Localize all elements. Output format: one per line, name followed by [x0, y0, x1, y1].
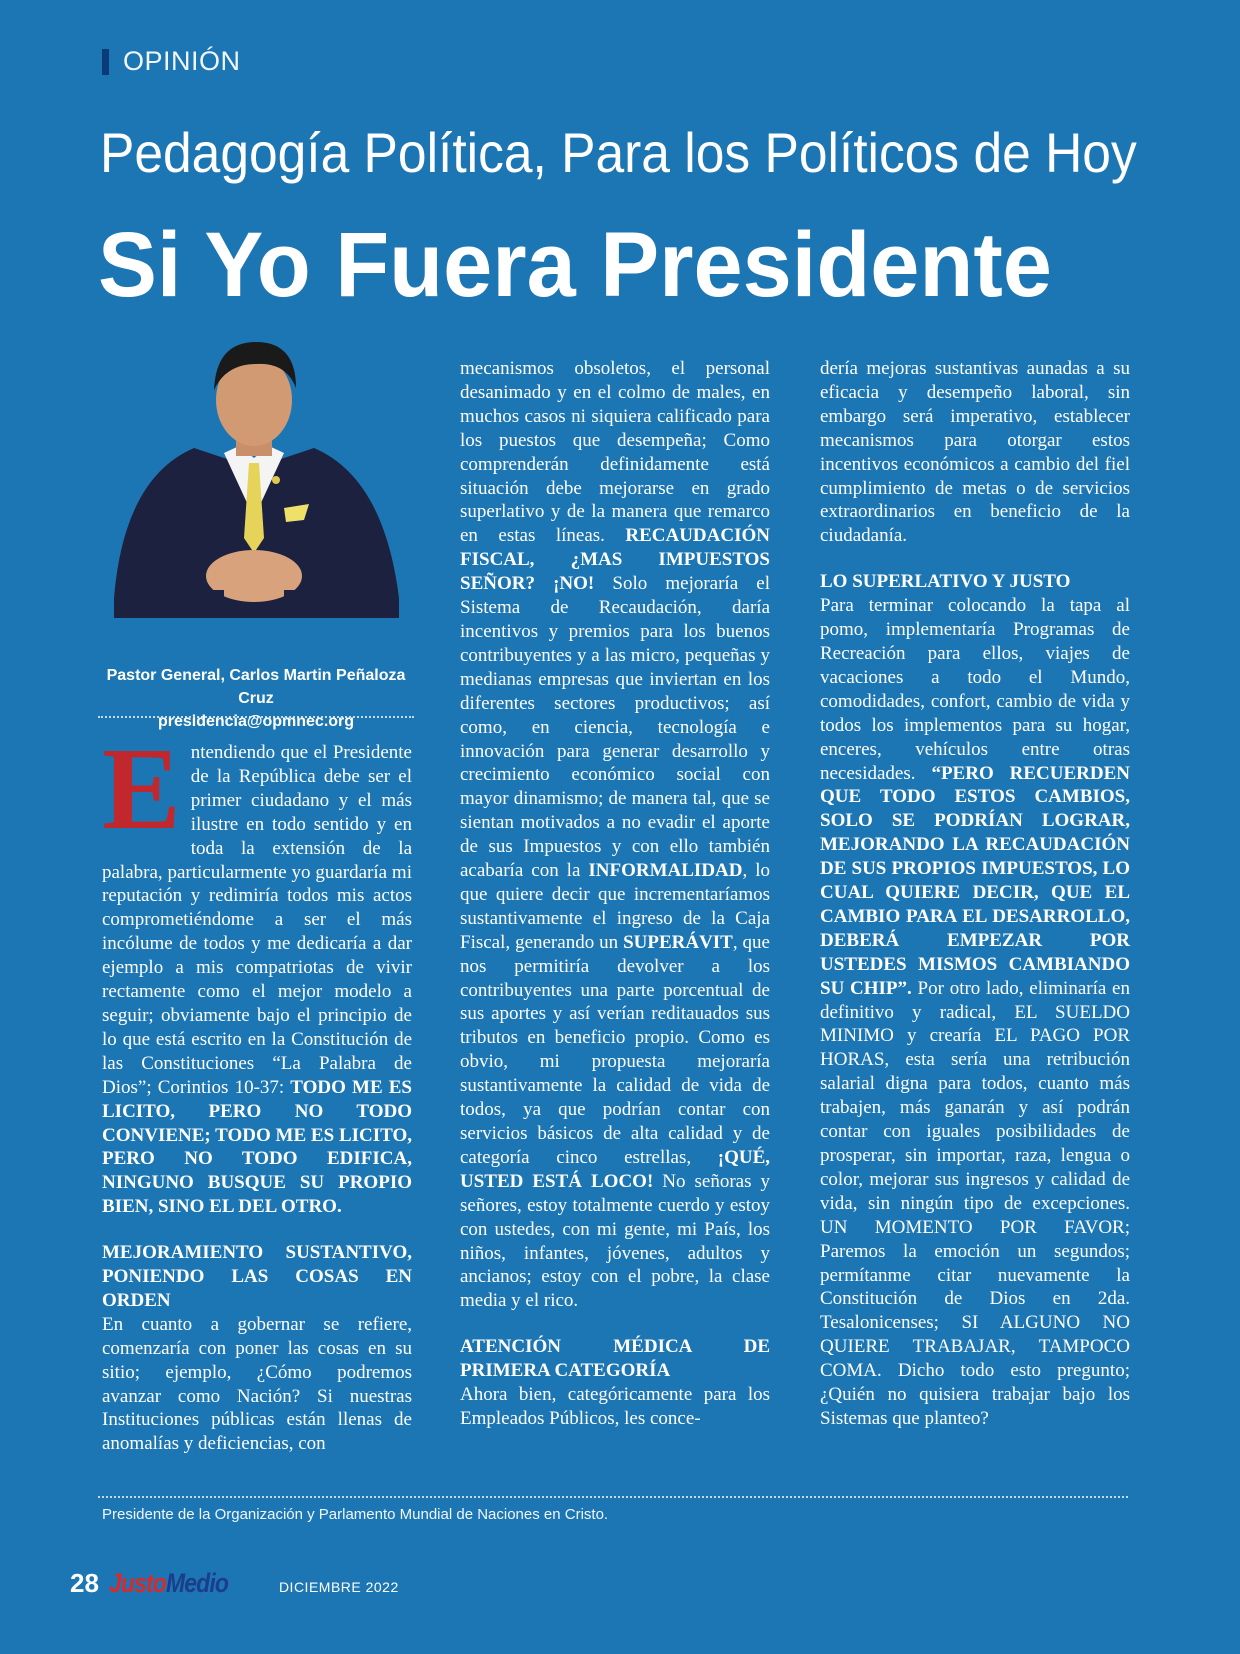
article-column-2 — [460, 357, 770, 1431]
emphasis-informalidad: INFORMALIDAD — [588, 860, 743, 882]
text-run: mecanismos obsoletos, el personal desanimado y en el colmo de males, en muchos casos ni siquiera calificado para los puestos que desempeña; Como comprenderán definidamente está situación debe mejorarse en grado superlativo y de la manera que remarco en estas líneas. — [460, 358, 770, 547]
footnote-divider — [98, 1496, 1128, 1498]
author-email: presidencia@opmnec.org — [157, 713, 355, 730]
paragraph-gobernar: En cuanto a gobernar se refiere, comenzaría con poner las cosas en su sitio; ejemplo, ¿Cómo podremos avanzar como Nación? Si nuestras Instituciones públicas están llenas de anomalías y deficiencias, con — [102, 1313, 412, 1455]
logo-part-justo: Justo — [108, 1568, 166, 1598]
issue-date: DICIEMBRE 2022 — [278, 1579, 399, 1595]
subhead-atencion-medica: ATENCIÓN MÉDICA DE PRIMERA CATEGORÍA — [460, 1336, 770, 1382]
article-column-3 — [820, 357, 1130, 1431]
section-tag — [102, 46, 241, 77]
paragraph-empleados: Ahora bien, categóricamente para los Empleados Públicos, les conce- — [460, 1384, 770, 1429]
inline-head-recaudacion: RECAUDACIÓN FISCAL, ¿MAS IMPUESTOS SEÑOR? ¡NO! — [460, 525, 770, 595]
text-run: , que nos permitiría devolver a los contribuyentes una parte porcentual de sus aportes y así verían reditauados sus tributos en beneficio propio. Como es obvio, mi propuesta mejoraría sustantivamente la calidad de vida de todos, ya que podrían contar con servicios básicos de alta calidad y de categoría cinco estrellas, — [460, 931, 770, 1168]
subhead-superlativo: LO SUPERLATIVO Y JUSTO — [820, 571, 1071, 593]
subhead-mejoramiento: MEJORAMIENTO SUSTANTIVO, PONIENDO LAS COSAS EN ORDEN — [102, 1242, 412, 1311]
article-column-1 — [102, 723, 412, 1456]
intro-paragraph — [102, 723, 412, 1219]
caption-divider — [98, 716, 414, 718]
text-run: Para terminar colocando la tapa al pomo, implementaría Programas de Recreación para ellos, viajes de vacaciones a todo el Mundo, comodidades, confort, cambio de vida y todos los implementos para su hogar, enceres, vehículos entre otras necesidades. — [820, 595, 1130, 784]
logo-part-medio: Medio — [165, 1568, 228, 1598]
page-footer — [70, 1568, 399, 1599]
paragraph-recaudacion — [460, 357, 770, 1313]
page-number: 28 — [70, 1568, 99, 1598]
article-kicker: Pedagogía Política, Para los Políticos de Hoy — [100, 121, 1137, 184]
author-photo — [104, 328, 404, 648]
article-headline: Si Yo Fuera Presidente — [98, 214, 1052, 316]
text-run: Solo mejoraría el Sistema de Recaudación, daría incentivos y premios para los buenos contribuyentes y a las micro, pequeñas y medianas empresas que inviertan en los diferentes sectores productivos; así como, en ciencia, tecnología e innovación para generar desarrollo y crecimiento económico social con mayor dinamismo; de manera tal, que se sientan motivados a no evadir el aporte de sus Impuestos y con ello también acabaría con la — [460, 573, 770, 882]
magazine-logo — [109, 1568, 228, 1599]
section-marker-bar — [102, 49, 109, 75]
intro-text: ntendiendo que el Presidente de la República debe ser el primer ciudadano y el más ilustre en todo sentido y en toda la extensión de la palabra, particularmente yo guardaría mi reputación y redimiría todos mis actos comprometiéndome a ser el más incólume de todos y me dedicaría a dar ejemplo a mis compatriotas de vivir rectamente como el mejor modelo a seguir; obviamente bajo el principio de lo que está escrito en la Constitución de las Constituciones “La Palabra de Dios”; Corintios 10-37: — [102, 742, 412, 1098]
author-name: Pastor General, Carlos Martin Peñaloza Cruz — [106, 667, 406, 707]
drop-cap: E — [102, 723, 181, 854]
author-footnote: Presidente de la Organización y Parlamento Mundial de Naciones en Cristo. — [102, 1506, 609, 1523]
emphasis-quote: “PERO RECUERDEN QUE TODO ESTOS CAMBIOS, SOLO SE PODRÍAN LOGRAR, MEJORANDO LA RECAUDACIÓN DE SUS PROPIOS IMPUESTOS, LO CUAL QUIERE DECIR, QUE EL CAMBIO PARA EL DESARROLLO, DEBERÁ EMPEZAR POR USTEDES MISMOS CAMBIANDO SU CHIP”. — [820, 762, 1131, 999]
paragraph-incentivos: dería mejoras sustantivas aunadas a su eficacia y desempeño laboral, sin embargo será imperativo, establecer mecanismos para otorgar estos incentivos económicos a cambio del fiel cumplimiento de metas o de servicios extraordinarios en beneficio de la ciudadanía. — [820, 358, 1130, 547]
emphasis-superavit: SUPERÁVIT — [623, 931, 733, 953]
paragraph-conclusion — [820, 594, 1130, 1431]
text-run: , lo que quiere decir que incrementaríamos sustantivamente el ingreso de la Caja Fiscal, generando un — [460, 860, 770, 953]
bible-quote: TODO ME ES LICITO, PERO NO TODO CONVIENE; TODO ME ES LICITO, PERO NO TODO EDIFICA, NINGUNO BUSQUE SU PROPIO BIEN, SINO EL DEL OTRO. — [102, 1076, 412, 1218]
emphasis-loco: ¡QUÉ, USTED ESTÁ LOCO! — [460, 1146, 770, 1192]
text-run: No señoras y señores, estoy totalmente cuerdo y estoy con ustedes, con mi gente, mi País, los niños, infantes, jóvenes, adultos y ancianos; estoy con el pobre, la clase media y el rico. — [460, 1170, 770, 1312]
section-label: OPINIÓN — [123, 46, 241, 76]
text-run: Por otro lado, eliminaría en definitivo y radical, EL SUELDO MINIMO y crearía EL PAGO POR HORAS, esta sería una retribución salarial digna para todos, cuanto más trabajen, más ganarán y así podrán contar con iguales posibilidades de prosperar, sin importar, raza, lengua o color, mejorar sus ingresos y calidad de vida, sin ningún tipo de excepciones. UN MOMENTO POR FAVOR; Paremos la emoción un segundos; permítanme citar nuevamente la Constitución de Dios en 2da. Tesalonicenses; SI ALGUNO NO QUIERE TRABAJAR, TAMPOCO COMA. Dicho todo esto pregunto; ¿Quién no quisiera trabajar bajo los Sistemas que planteo? — [820, 977, 1130, 1429]
